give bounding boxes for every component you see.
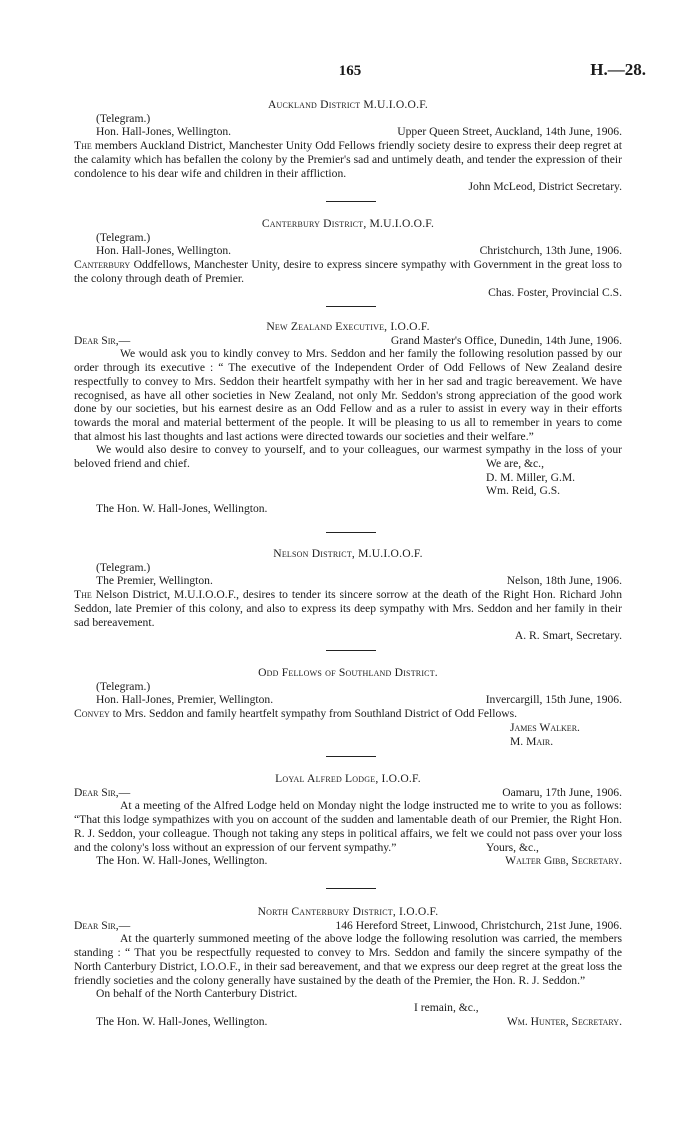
address-line — [74, 125, 622, 139]
page-header — [0, 60, 700, 82]
place-date: Oamaru, 17th June, 1906. — [502, 785, 622, 799]
letter-title: Nelson District, M.U.I.O.O.F. — [273, 547, 423, 560]
salutation-line — [74, 334, 622, 348]
place-date: Nelson, 18th June, 1906. — [506, 574, 622, 588]
letter-body: Convey to Mrs. Seddon and family heartfelt sympathy from Southland District of Odd Fellows. — [74, 707, 518, 721]
section-divider — [326, 650, 376, 651]
letter-body: Canterbury Oddfellows, Manchester Unity, desire to express sincere sympathy with Government in the great loss to the colony through death of Premier. — [74, 258, 622, 285]
letter-body: We would ask you to kindly convey to Mrs. Seddon and her family the following resolution passed by our order through its executive : “ The executive of the Independent Order of Odd Fellows of New Zealand desire respectfully to convey to Mrs. Seddon their heartfelt sympathy with her in her sad and tragic bereavement. We have recognised, as have all other societies in New Zealand, not only Mr. Seddon's strong appreciation of the good work done by our societies, but his earnest desire as an Odd Fellow and as a ruler to assist in every way in their efforts towards the moral and material betterment of the people. It will be pleasing to us all to remember in years to come that almost his last thoughts and last actions were directed towards our societies and their welfare.” — [74, 347, 622, 443]
section-divider — [326, 532, 376, 533]
letter-title: Auckland District M.U.I.O.O.F. — [267, 98, 429, 111]
addressee: Hon. Hall-Jones, Premier, Wellington. — [96, 693, 274, 707]
signature: Walter Gibb, Secretary. — [505, 854, 622, 868]
section-divider — [326, 201, 376, 202]
salutation-line — [74, 919, 622, 933]
salutation: Dear Sir,— — [74, 333, 131, 347]
place-date: Upper Queen Street, Auckland, 14th June, 1906. — [397, 125, 622, 139]
place-date: Grand Master's Office, Dunedin, 14th June, 1906. — [390, 333, 622, 347]
body-lead: The — [74, 588, 92, 602]
letter-title: Loyal Alfred Lodge, I.O.O.F. — [275, 772, 421, 785]
signature-1: James Walker. — [510, 720, 580, 734]
addressee-signature-line — [74, 854, 622, 868]
addressee: The Hon. W. Hall-Jones, Wellington. — [96, 1014, 268, 1028]
telegram-label: (Telegram.) — [96, 230, 151, 244]
body-lead: Canterbury — [74, 258, 131, 272]
place-date: Invercargill, 15th June, 1906. — [485, 693, 622, 707]
telegram-label: (Telegram.) — [96, 679, 151, 693]
body-lead: Convey — [74, 707, 110, 721]
letter-north-canterbury — [74, 905, 622, 1028]
place-date: Christchurch, 13th June, 1906. — [479, 244, 622, 258]
letter-body: The Nelson District, M.U.I.O.O.F., desires to tender its sincere sorrow at the death of the Right Hon. Richard John Seddon, late Premier of this colony, and also to express its deep sympathy with Mrs. Seddon and her family in their sad bereavement. — [74, 588, 623, 629]
addressee: The Hon. W. Hall-Jones, Wellington. — [96, 854, 268, 868]
signature-2: Wm. Reid, G.S. — [486, 484, 561, 498]
address-line — [74, 244, 622, 258]
address-line — [74, 574, 622, 588]
signature: Chas. Foster, Provincial C.S. — [488, 285, 622, 299]
letter-body-continued: On behalf of the North Canterbury District. — [96, 987, 298, 1001]
telegram-label: (Telegram.) — [96, 560, 151, 574]
closing: I remain, &c., — [414, 1000, 479, 1014]
letter-title: North Canterbury District, I.O.O.F. — [257, 905, 439, 918]
letter-title: Canterbury District, M.U.I.O.O.F. — [261, 217, 435, 230]
addressee: The Premier, Wellington. — [96, 574, 213, 588]
signature: John McLeod, District Secretary. — [468, 180, 622, 194]
letter-body-continued: We would also desire to convey to yourself, and to your colleagues, our warmest sympathy in the loss of your beloved friend and chief. — [74, 443, 622, 471]
addressee: The Hon. W. Hall-Jones, Wellington. — [96, 502, 268, 516]
letter-nz-executive — [74, 320, 622, 516]
letter-title: New Zealand Executive, I.O.O.F. — [266, 320, 430, 333]
place-date: 146 Hereford Street, Linwood, Christchurch, 21st June, 1906. — [335, 918, 622, 932]
closing: We are, &c., — [486, 457, 544, 471]
salutation-line — [74, 786, 622, 800]
section-divider — [326, 888, 376, 889]
signature-1: D. M. Miller, G.M. — [486, 470, 576, 484]
signature: A. R. Smart, Secretary. — [514, 629, 622, 643]
salutation: Dear Sir,— — [74, 785, 131, 799]
letter-southland — [74, 666, 622, 748]
addressee-signature-line — [74, 1015, 622, 1029]
section-divider — [326, 756, 376, 757]
signature-2: M. Mair. — [510, 734, 554, 748]
body-lead: The — [74, 139, 92, 153]
document-code: H.—28. — [590, 60, 646, 79]
addressee: Hon. Hall-Jones, Wellington. — [96, 244, 232, 258]
page-number: 165 — [338, 63, 362, 79]
letter-title: Odd Fellows of Southland District. — [258, 666, 438, 679]
letter-canterbury — [74, 217, 622, 299]
salutation: Dear Sir,— — [74, 918, 131, 932]
letter-body: The members Auckland District, Manchester Unity Odd Fellows friendly society desire to express their deep regret at the calamity which has befallen the colony by the Premier's sad and untimely death, and tender the expression of their condolence to his dear wife and children in their affliction. — [74, 139, 622, 180]
signature: Wm. Hunter, Secretary. — [506, 1014, 622, 1028]
addressee: Hon. Hall-Jones, Wellington. — [96, 125, 232, 139]
address-line — [74, 693, 622, 707]
telegram-label: (Telegram.) — [96, 111, 151, 125]
letter-body: At the quarterly summoned meeting of the above lodge the following resolution was carried, the members standing : “ That you be respectfully requested to convey to Mrs. Seddon and family the sincere sympathy of the North Canterbury District, I.O.O.F., in their sad bereavement, and that we express our deep regret at the great loss the friendly societies and the colony generally have sustained by the death of the Premier, the Hon. R. J. Seddon.” — [74, 932, 622, 987]
letter-alfred-lodge — [74, 772, 622, 868]
section-divider — [326, 306, 376, 307]
letter-auckland — [74, 98, 622, 194]
closing: Yours, &c., — [486, 840, 539, 854]
letter-nelson — [74, 547, 622, 643]
letter-body: At a meeting of the Alfred Lodge held on Monday night the lodge instructed me to write to you as follows: “That this lodge sympathizes with you on account of the sudden and lamentable death of our Premier, the Right Hon. R. J. Seddon, your colleague. Though not taking any steps in political affairs, we felt we could not pass over your loss and the colony's loss without an expression of our fervent sympathy.” — [74, 799, 622, 854]
